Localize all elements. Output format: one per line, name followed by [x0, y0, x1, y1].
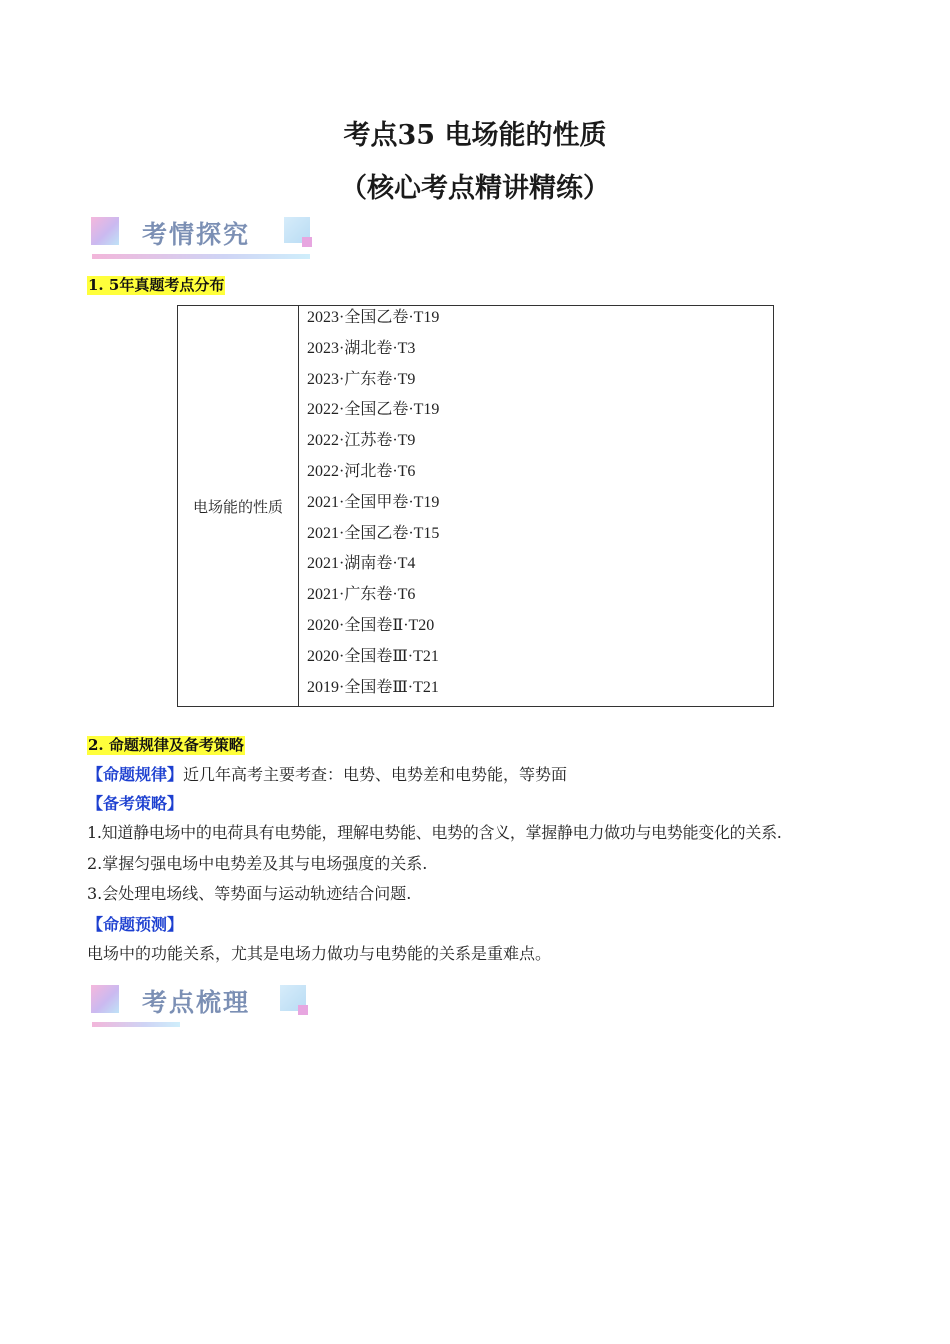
- banner-label: 考点梳理: [142, 988, 251, 1017]
- rule-text: 近几年高考主要考查：电势、电势差和电势能，等势面: [183, 765, 568, 784]
- section-heading: 1. 5年真题考点分布: [88, 276, 225, 294]
- section-heading: 2. 命题规律及备考策略: [88, 736, 244, 754]
- banner-decoration-dot: [302, 237, 312, 247]
- table-topic-cell: 电场能的性质: [178, 306, 299, 707]
- list-item: 2023·广东卷·T9: [307, 370, 416, 388]
- rule-paragraph: [87, 764, 567, 786]
- forecast-label: 【命题预测】: [87, 915, 184, 934]
- banner-decoration-square: [91, 985, 119, 1013]
- list-item: 2021·全国乙卷·T15: [307, 524, 440, 542]
- forecast-text: 电场中的功能关系，尤其是电场力做功与电势能的关系是重难点。: [87, 944, 552, 963]
- list-item: 2022·江苏卷·T9: [307, 432, 416, 450]
- section-banner-key-points: [90, 983, 312, 1029]
- rule-label: 【命题规律】: [87, 765, 184, 784]
- list-item: 2020·全国卷Ⅱ·T20: [307, 616, 435, 634]
- list-item: 2019·全国卷Ⅲ·T21: [307, 678, 439, 696]
- list-item: 2021·湖南卷·T4: [307, 555, 416, 573]
- list-item: 2023·全国乙卷·T19: [307, 309, 440, 326]
- exam-distribution-table: [177, 305, 774, 707]
- strategy-paragraph: [87, 793, 183, 815]
- strategy-item: 3.会处理电场线、等势面与运动轨迹结合问题.: [87, 884, 412, 903]
- strategy-item: 2.掌握匀强电场中电势差及其与电场强度的关系.: [87, 854, 428, 873]
- section-banner-exam-analysis: [90, 215, 312, 261]
- page-subtitle: （核心考点精讲精练）: [340, 173, 610, 204]
- table-items-cell: [299, 306, 774, 707]
- banner-underline: [92, 254, 310, 259]
- strategy-item: 1.知道静电场中的电荷具有电势能，理解电势能、电势的含义，掌握静电力做功与电势能变化的关系.: [87, 823, 782, 842]
- list-item: 2022·全国乙卷·T19: [307, 401, 440, 419]
- list-item: 2021·全国甲卷·T19: [307, 493, 440, 511]
- banner-decoration-square: [91, 217, 119, 245]
- list-item: 2023·湖北卷·T3: [307, 339, 416, 357]
- page-title: 考点35 电场能的性质: [343, 120, 607, 151]
- banner-underline: [92, 1022, 180, 1027]
- list-item: 2020·全国卷Ⅲ·T21: [307, 647, 439, 665]
- strategy-label: 【备考策略】: [87, 794, 184, 813]
- list-item: 2022·河北卷·T6: [307, 462, 416, 480]
- banner-label: 考情探究: [142, 220, 251, 249]
- list-item: 2021·广东卷·T6: [307, 586, 416, 604]
- table-row: [178, 306, 774, 707]
- forecast-paragraph: [87, 914, 183, 936]
- banner-decoration-dot: [298, 1005, 308, 1015]
